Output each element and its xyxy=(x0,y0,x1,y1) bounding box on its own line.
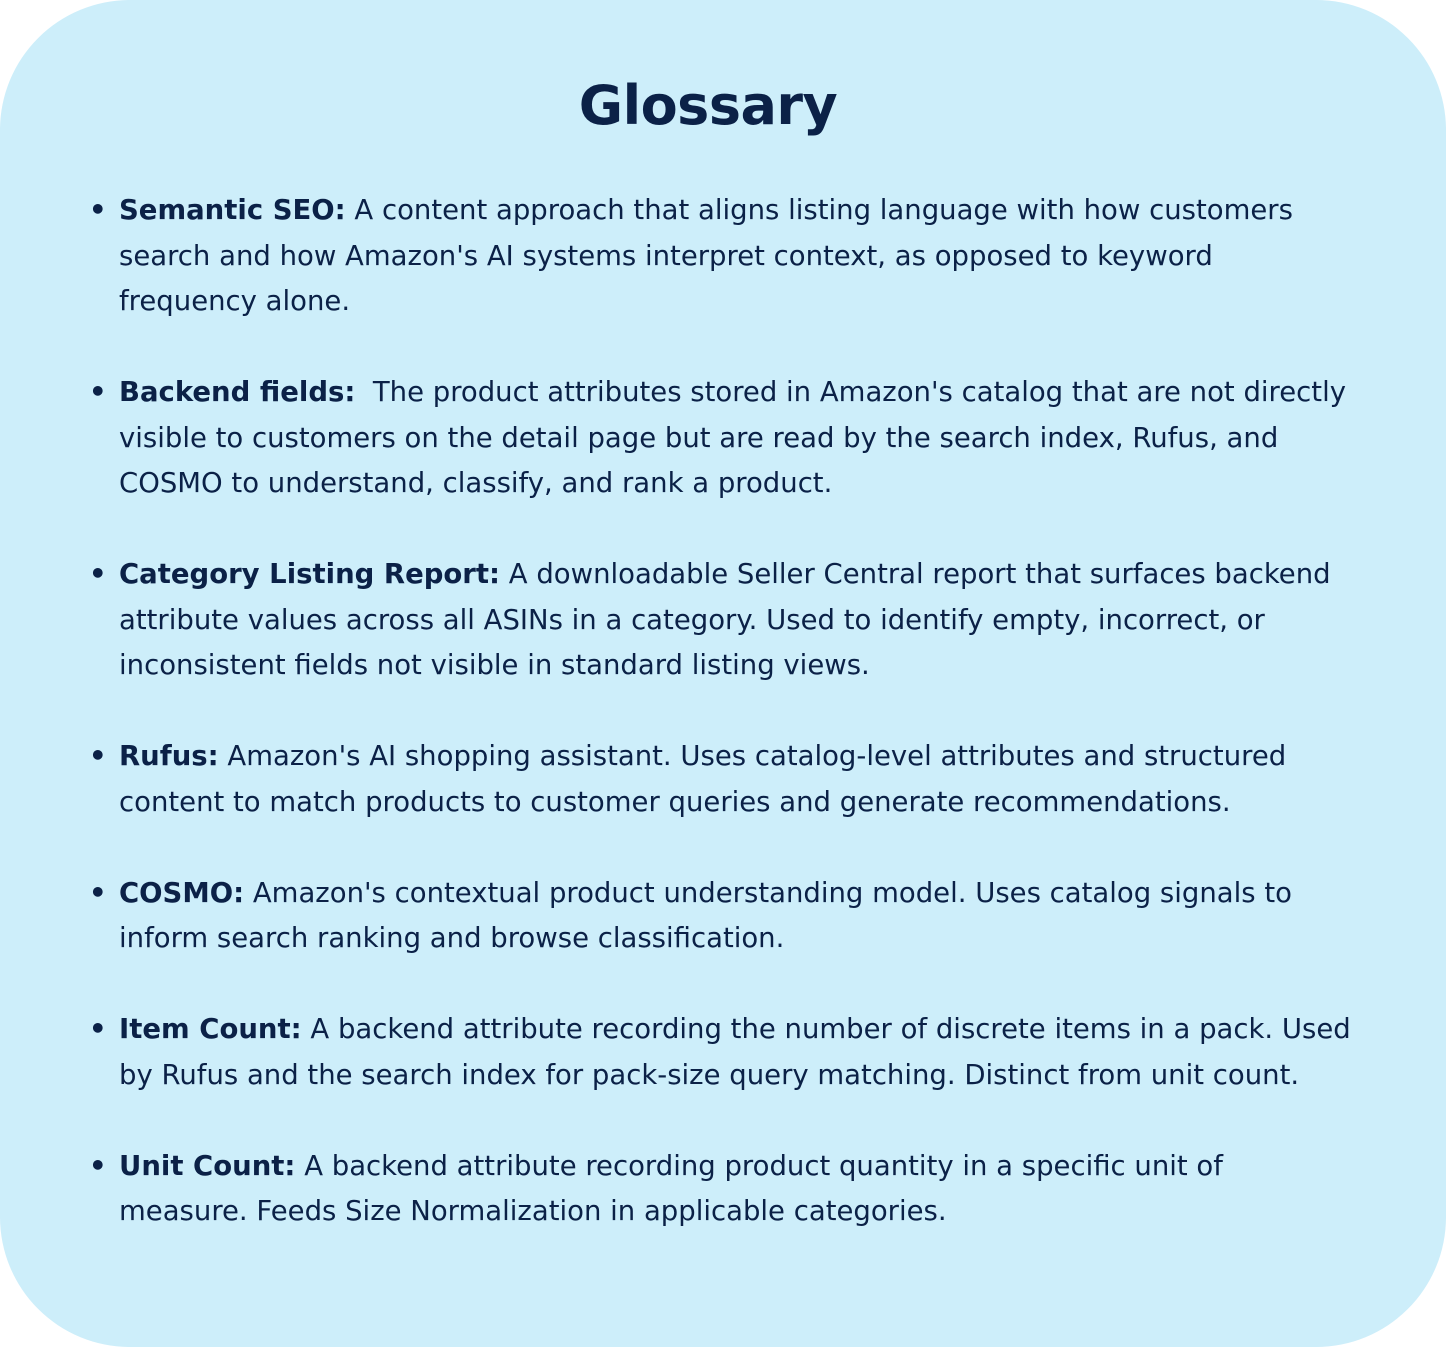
glossary-definition: Amazon's contextual product understanding model. Uses catalog signals to inform search ranking and browse classification. xyxy=(119,876,1292,954)
page-title: Glossary xyxy=(578,74,838,137)
glossary-term: Backend fields: xyxy=(119,376,356,408)
list-item xyxy=(89,1007,1359,1098)
glossary-term: Category Listing Report: xyxy=(119,558,501,590)
glossary-definition: A backend attribute recording the number of discrete items in a pack. Used by Rufus and the search index for pack-size query matching. Distinct from unit count. xyxy=(119,1013,1351,1091)
bullet-icon: • xyxy=(89,1013,107,1045)
list-item xyxy=(89,871,1359,962)
glossary-definition: A backend attribute recording product quantity in a specific unit of measure. Feeds Size Normalization in applicable categories. xyxy=(119,1149,1223,1227)
list-item xyxy=(89,734,1359,825)
glossary-definition: Amazon's AI shopping assistant. Uses catalog-level attributes and structured content to match products to customer queries and generate recommendations. xyxy=(119,740,1287,818)
glossary-term: Item Count: xyxy=(119,1013,302,1045)
glossary-term: COSMO: xyxy=(119,876,245,909)
bullet-icon: • xyxy=(89,376,107,408)
list-item xyxy=(89,552,1359,689)
glossary-definition: A content approach that aligns listing language with how customers search and how Amazon's AI systems interpret context, as opposed to keyword frequency alone. xyxy=(119,194,1293,317)
glossary-definition: The product attributes stored in Amazon's catalog that are not directly visible to customers on the detail page but are read by the search index, Rufus, and COSMO to understand, classify, and rank a product. xyxy=(119,376,1346,499)
list-item xyxy=(89,370,1359,507)
glossary-term: Rufus: xyxy=(119,740,219,772)
bullet-icon: • xyxy=(89,740,107,772)
glossary-list xyxy=(89,188,1359,1280)
bullet-icon: • xyxy=(89,558,107,590)
bullet-icon: • xyxy=(89,876,107,909)
bullet-icon: • xyxy=(89,194,107,226)
glossary-term: Unit Count: xyxy=(119,1149,296,1182)
bullet-icon: • xyxy=(89,1149,107,1182)
glossary-definition: A downloadable Seller Central report that surfaces backend attribute values across all ASINs in a category. Used to identify empty, incorrect, or inconsistent fields not visible in standard listing views. xyxy=(119,558,1331,681)
list-item xyxy=(89,1144,1359,1235)
list-item xyxy=(89,188,1359,325)
glossary-term: Semantic SEO: xyxy=(119,194,346,226)
